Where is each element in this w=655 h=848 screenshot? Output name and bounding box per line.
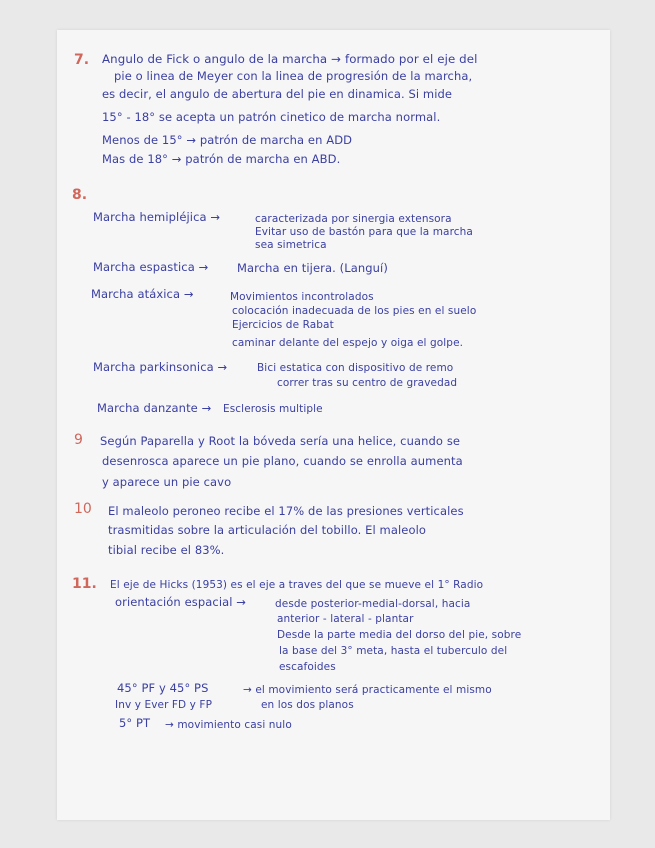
section-7-line-5: Menos de 15° → patrón de marcha en ADD [102, 133, 353, 147]
section-11-angles-2-desc: en los dos planos [261, 699, 354, 711]
marcha-hemiplejica-desc-1: caracterizada por sinergia extensora [255, 213, 452, 225]
section-10-line-2: trasmitidas sobre la articulación del tobillo. El maleolo [108, 523, 427, 537]
section-11-desc-1: desde posterior-medial-dorsal, hacia [275, 598, 471, 610]
marcha-espastica-desc: Marcha en tijera. (Languí) [237, 261, 388, 275]
section-11-number: 11. [72, 576, 97, 592]
section-9-number: 9 [74, 432, 83, 448]
marcha-ataxica-desc-3: Ejercicios de Rabat [232, 319, 334, 331]
section-11-desc-3: Desde la parte media del dorso del pie, sobre [277, 629, 522, 641]
marcha-hemiplejica-desc-3: sea simetrica [255, 239, 327, 251]
marcha-parkinsonica-label: Marcha parkinsonica → [93, 360, 228, 374]
section-7-number: 7. [74, 52, 90, 68]
section-7-line-6: Mas de 18° → patrón de marcha en ABD. [102, 152, 341, 166]
marcha-espastica-label: Marcha espastica → [93, 260, 209, 274]
section-11-desc-4: la base del 3° meta, hasta el tuberculo del [279, 645, 508, 657]
section-11-desc-5: escafoides [279, 661, 336, 673]
marcha-danzante-label: Marcha danzante → [97, 401, 212, 415]
marcha-hemiplejica-desc-2: Evitar uso de bastón para que la marcha [255, 226, 473, 238]
section-11-angles-3-desc: → movimiento casi nulo [165, 719, 292, 731]
section-11-label: orientación espacial → [115, 595, 247, 609]
section-11-angles-1: 45° PF y 45° PS [117, 681, 209, 695]
marcha-hemiplejica-label: Marcha hemipléjica → [93, 210, 221, 224]
section-9-line-3: y aparece un pie cavo [102, 475, 232, 489]
section-10-number: 10 [74, 501, 92, 517]
marcha-ataxica-desc-2: colocación inadecuada de los pies en el suelo [232, 305, 477, 317]
marcha-ataxica-desc-4: caminar delante del espejo y oiga el golpe. [232, 337, 464, 349]
section-10-line-3: tibial recibe el 83%. [108, 543, 225, 557]
section-7-line-2: pie o linea de Meyer con la linea de progresión de la marcha, [114, 69, 473, 83]
section-9-line-1: Según Paparella y Root la bóveda sería una helice, cuando se [100, 434, 461, 448]
section-7-line-1: Angulo de Fick o angulo de la marcha → formado por el eje del [102, 52, 478, 66]
notebook-page [57, 30, 610, 820]
section-11-angles-1-desc: → el movimiento será practicamente el mismo [243, 684, 492, 696]
section-11-angles-2: Inv y Ever FD y FP [115, 699, 213, 711]
marcha-danzante-desc: Esclerosis multiple [223, 403, 323, 415]
marcha-ataxica-label: Marcha atáxica → [91, 287, 194, 301]
section-10-line-1: El maleolo peroneo recibe el 17% de las presiones verticales [108, 504, 464, 518]
section-8-number: 8. [72, 187, 88, 203]
section-7-line-4: 15° - 18° se acepta un patrón cinetico de marcha normal. [102, 110, 441, 124]
section-7-line-3: es decir, el angulo de abertura del pie en dinamica. Si mide [102, 87, 453, 101]
section-11-line-1: El eje de Hicks (1953) es el eje a traves del que se mueve el 1° Radio [110, 579, 484, 591]
marcha-ataxica-desc-1: Movimientos incontrolados [230, 291, 374, 303]
marcha-parkinsonica-desc-1: Bici estatica con dispositivo de remo [257, 362, 454, 374]
marcha-parkinsonica-desc-2: correr tras su centro de gravedad [277, 377, 458, 389]
section-9-line-2: desenrosca aparece un pie plano, cuando se enrolla aumenta [102, 454, 463, 468]
section-11-angles-3: 5° PT [119, 716, 151, 730]
section-11-desc-2: anterior - lateral - plantar [277, 613, 414, 625]
